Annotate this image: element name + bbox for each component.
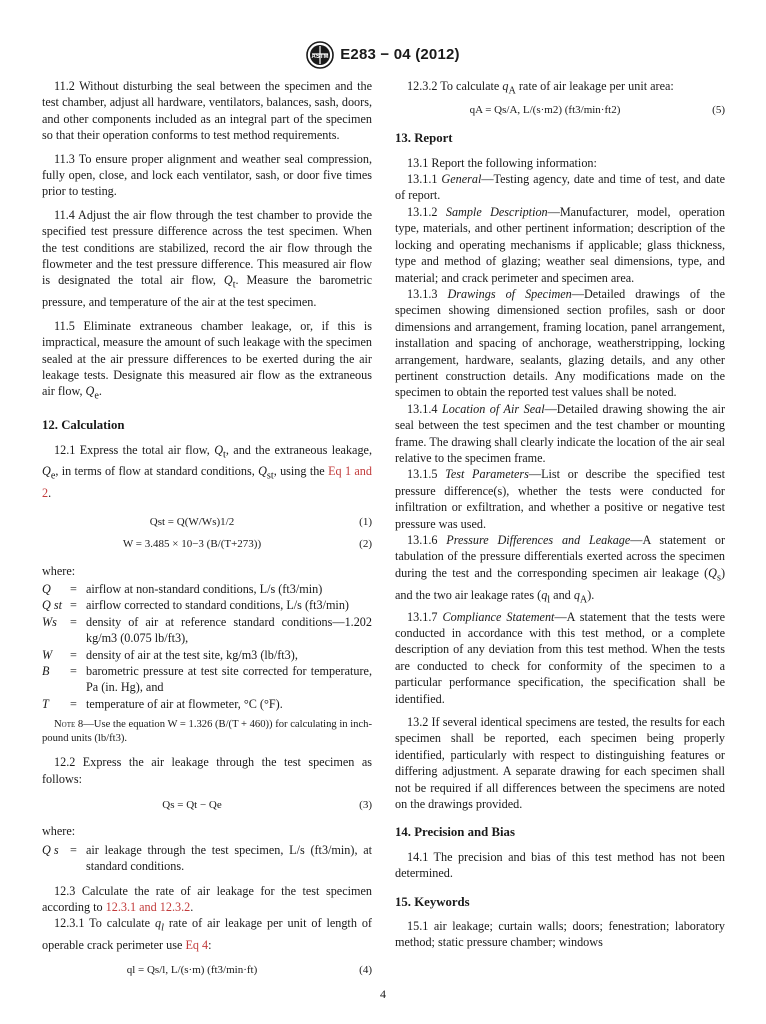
- paragraph-13-1: 13.1 Report the following information:: [407, 155, 597, 170]
- right-column: [395, 78, 725, 958]
- page-number: 4: [380, 987, 386, 1001]
- equation-3: [42, 797, 372, 813]
- section-heading-13: 13. Report: [395, 131, 453, 146]
- eq-4-link[interactable]: Eq 4: [185, 938, 209, 953]
- document-designation: E283 − 04 (2012): [340, 45, 460, 63]
- paragraph-13-2: 13.2 If several identical specimens are tested, the results for each specimen shall be reported, each specimen being properly identified, particularly with respect to distinguishing features or differing adjustment. A separate drawing for each specimen shall not be required if all differences between the specimens are noted on the drawings provided.: [395, 714, 725, 811]
- equation-4-expression: ql = Qs/l, L/(s·m) (ft3/min·ft): [126, 963, 258, 976]
- paragraph-13-1-2: 13.1.2 Sample Description—Manufacturer, model, operation type, materials, and other pertinent information; description of the locking and operating mechanisms if applicable; glass thickness, type and method of glazing; weather seal dimensions, type, and material; and crack perimeter and specimen area.: [395, 204, 725, 285]
- section-heading-15: 15. Keywords: [395, 894, 470, 909]
- paragraph-12-1: 12.1 Express the total air flow, $Q_t$, and the extraneous leakage, $Q_e$, in terms of flow at standard conditions, $Q_{st}$, using the Eq 1 and 2.: [42, 442, 372, 501]
- paragraph-12-3: 12.3 Calculate the rate of air leakage for the test specimen according to 12.3.1 and 12.3.2.: [42, 883, 372, 914]
- equation-3-number: (3): [359, 798, 372, 811]
- definition-row: W = density of air at the test site, kg/m3 (lb/ft3),: [42, 647, 298, 662]
- paragraph-14-1: 14.1 The precision and bias of this test method has not been determined.: [395, 849, 725, 881]
- paragraph-11-4: 11.4 Adjust the air flow through the test chamber to provide the specified test pressure difference across the test specimen. When the test conditions are stabilized, record the air flow through the flowmeter and the test pressure difference. This measured air flow is designated the total air flow, $Q_t$. Measure the barometric pressure, and temperature of the air at the test specimen.: [42, 207, 373, 310]
- equation-2-number: (2): [359, 538, 372, 551]
- paragraph-13-1-5: 13.1.5 Test Parameters—List or describe the specified test pressure difference(s), whether the tests were conducted for infiltration or exfiltration, and whether a positive or negative test pressure was used.: [395, 467, 725, 531]
- paragraph-11-3: 11.3 To ensure proper alignment and weather seal compression, fully open, close, and lock each ventilator, sash, or door five times prior to testing.: [42, 151, 372, 199]
- astm-logo-icon: [306, 41, 334, 69]
- paragraph-13-1-4: 13.1.4 Location of Air Seal—Detailed drawing showing the air seal between the test specimen and the test chamber or mounting frame. The drawing shall clearly indicate the location of the air seal relative to the specimen frame.: [395, 401, 726, 465]
- definition-row: B = barometric pressure at test site corrected for temperature, Pa (in. Hg), and: [42, 663, 372, 695]
- definition-row: Q = airflow at non-standard conditions, L/s (ft3/min): [42, 581, 323, 596]
- paragraph-12-3-1: 12.3.1 To calculate $q_l$ rate of air leakage per unit of length of operable crack perimeter use Eq 4:: [42, 916, 372, 953]
- section-heading-14: 14. Precision and Bias: [395, 825, 515, 840]
- equation-1-expression: Qst = Q(W/Ws)1/2: [149, 515, 235, 528]
- section-heading-12: 12. Calculation: [42, 418, 125, 433]
- where-label-1: where:: [42, 563, 76, 578]
- equation-4: [42, 962, 372, 978]
- equation-1: [42, 514, 372, 530]
- logo-text: ASTM: [311, 54, 329, 60]
- where-label-2: where:: [42, 824, 76, 839]
- eq-1-2-link[interactable]: Eq 1 and 2: [42, 464, 372, 501]
- equation-4-number: (4): [359, 963, 372, 976]
- paragraph-13-1-6: 13.1.6 Pressure Differences and Leakage—A statement or tabulation of the pressure differentials exerted across the specimen during the test and the corresponding specimen air leakage $(Q_s)$ and the two air leakage rates ($q_l$ and $q_A$).: [395, 533, 726, 606]
- paragraph-12-3-2: 12.3.2 To calculate $q_A$ rate of air leakage per unit area:: [407, 79, 674, 97]
- variable-definitions: [42, 581, 372, 712]
- equation-3-expression: Qs = Qt − Qe: [162, 798, 222, 811]
- left-column: [42, 78, 372, 984]
- note-8: Note 8—Use the equation W = 1.326 (B/(T + 460)) for calculating in inch-pound units (lb/ft3).: [42, 719, 372, 745]
- paragraph-13-1-7: 13.1.7 Compliance Statement—A statement that the tests were conducted in accordance with this test method, or a complete description of any deviation from this test method. When the tests are conducted to check for conformity of the specimen to a particular performance specification, the specification shall be identified.: [395, 609, 726, 706]
- paragraph-15-1: 15.1 air leakage; curtain walls; doors; fenestration; laboratory method; static pressure chamber; windows: [395, 919, 725, 950]
- definition-row: Ws = density of air at reference standard conditions—1.202 kg/m3 (0.075 lb/ft3),: [42, 614, 372, 646]
- paragraph-11-5: 11.5 Eliminate extraneous chamber leakage, or, if this is impractical, measure the amount of such leakage with the specimen sealed at the air pressure differences to be exerted during the air leakage tests. Designate this measured air flow as the extraneous air flow, $Q_e$.: [42, 318, 372, 402]
- equation-5: [395, 102, 725, 118]
- paragraph-13-1-3: 13.1.3 Drawings of Specimen—Detailed drawings of the specimen showing dimensioned section profiles, sash or door dimensions and arrangement, framing location, panel arrangement, installation and spacing of anchorage, weatherstripping, locking arrangement, hardware, sealants, glazing details, and any other pertinent construction details. Any modifications made on the specimen to obtain the reported test values shall be noted.: [395, 286, 725, 400]
- paragraph-13-1-1: 13.1.1 General—Testing agency, date and time of test, and date of report.: [395, 172, 726, 203]
- paragraph-12-2: 12.2 Express the air leakage through the test specimen as follows:: [42, 755, 372, 786]
- equation-5-expression: qA = Qs/A, L/(s·m2) (ft3/min·ft2): [469, 103, 621, 116]
- equation-2-expression: W = 3.485 × 10−3 (B/(T+273)): [122, 538, 262, 551]
- section-12-3-link[interactable]: 12.3.1 and 12.3.2: [105, 900, 191, 914]
- definition-row: T = temperature of air at flowmeter, °C (°F).: [42, 696, 283, 711]
- equation-1-number: (1): [359, 515, 372, 528]
- definition-row: Q s = air leakage through the test specimen, L/s (ft3/min), at standard conditions.: [42, 842, 372, 874]
- page-header: [0, 40, 766, 70]
- equation-2: [42, 536, 372, 552]
- definition-row: Q st = airflow corrected to standard conditions, L/s (ft3/min): [42, 598, 349, 613]
- equation-5-number: (5): [712, 103, 725, 116]
- paragraph-11-2: 11.2 Without disturbing the seal between the specimen and the test chamber, adjust all hardware, ventilators, balances, sash, doors, and other components included as an integral part of the specimen so that their operation conforms to test method requirements.: [42, 79, 372, 143]
